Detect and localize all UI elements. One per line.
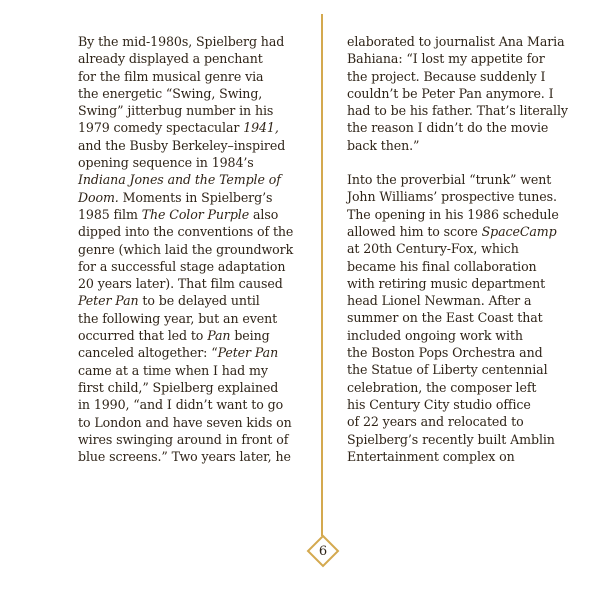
text-line xyxy=(347,223,577,240)
right-text-column xyxy=(347,33,577,465)
text-segment: head Lionel Newman. After a xyxy=(347,293,532,309)
text-segment: became his final collaboration xyxy=(347,258,537,274)
text-segment: allowed him to score xyxy=(347,223,482,239)
italic-title: SpaceCamp xyxy=(481,223,557,239)
text-segment: his Century City studio office xyxy=(347,396,531,412)
text-line xyxy=(347,431,577,448)
text-segment: of 22 years and relocated to xyxy=(347,414,524,430)
text-line xyxy=(347,240,577,257)
text-line xyxy=(78,327,310,344)
text-segment: the following year, but an event xyxy=(78,310,278,326)
left-text-column xyxy=(78,33,310,465)
italic-title: Pan xyxy=(207,328,231,344)
text-line xyxy=(347,188,577,205)
text-segment: 1985 film xyxy=(78,206,142,222)
right-paragraph-1 xyxy=(347,33,577,154)
text-segment: Entertainment complex on xyxy=(347,448,515,464)
text-line xyxy=(78,310,310,327)
text-line xyxy=(347,448,577,465)
text-line xyxy=(347,275,577,292)
italic-title: Peter Pan xyxy=(78,293,139,309)
text-segment: the Boston Pops Orchestra and xyxy=(347,345,543,361)
text-line xyxy=(347,344,577,361)
text-line xyxy=(347,68,577,85)
text-line xyxy=(347,206,577,223)
text-line xyxy=(78,396,310,413)
text-segment: By the mid-1980s, Spielberg had xyxy=(78,34,285,49)
text-line xyxy=(347,379,577,396)
text-segment: back then.” xyxy=(347,137,420,153)
text-line xyxy=(78,154,310,171)
text-segment: already displayed a penchant xyxy=(78,51,263,67)
right-paragraph-2 xyxy=(347,171,577,465)
text-segment: summer on the East Coast that xyxy=(347,310,543,326)
text-segment: 1979 comedy spectacular xyxy=(78,120,244,136)
text-line xyxy=(347,85,577,102)
italic-title: Doom. xyxy=(78,189,119,205)
text-segment: dipped into the conventions of the xyxy=(78,224,294,240)
column-divider xyxy=(321,14,323,536)
text-line xyxy=(78,241,310,258)
text-segment: occurred that led to xyxy=(78,328,208,344)
text-line xyxy=(78,171,310,188)
text-segment: Spielberg’s recently built Amblin xyxy=(347,431,555,447)
text-line xyxy=(78,137,310,154)
text-line xyxy=(347,361,577,378)
text-segment: Moments in Spielberg’s xyxy=(118,189,273,205)
text-segment: included ongoing work with xyxy=(347,327,523,343)
text-line xyxy=(347,413,577,430)
page-number: 6 xyxy=(318,543,328,559)
text-segment: celebration, the composer left xyxy=(347,379,537,395)
text-line xyxy=(78,414,310,431)
paragraph-gap xyxy=(347,154,577,171)
text-line xyxy=(347,33,577,50)
text-segment: opening sequence in 1984’s xyxy=(78,155,254,171)
text-segment: to be delayed until xyxy=(138,293,260,309)
text-line xyxy=(78,292,310,309)
text-segment: elaborated to journalist Ana Maria xyxy=(347,34,565,49)
text-line xyxy=(78,102,310,119)
text-segment: 20 years later). That film caused xyxy=(78,276,283,292)
text-line xyxy=(78,448,310,465)
text-segment: for a successful stage adaptation xyxy=(78,258,286,274)
italic-title: The Color Purple xyxy=(141,206,250,222)
text-segment: came at a time when I had my xyxy=(78,362,268,378)
text-line xyxy=(347,50,577,67)
text-segment: Into the proverbial “trunk” went xyxy=(347,172,552,188)
text-line xyxy=(347,258,577,275)
text-line xyxy=(78,50,310,67)
text-segment: genre (which laid the groundwork xyxy=(78,241,294,257)
text-segment: the energetic “Swing, Swing, xyxy=(78,85,263,101)
text-line xyxy=(78,258,310,275)
page-number-badge xyxy=(306,534,340,568)
text-line xyxy=(78,33,310,50)
text-line xyxy=(78,206,310,223)
text-line xyxy=(347,309,577,326)
text-line xyxy=(78,223,310,240)
text-segment: blue screens.” Two years later, he xyxy=(78,449,291,465)
text-segment: wires swinging around in front of xyxy=(78,431,289,447)
text-segment: and the Busby Berkeley–inspired xyxy=(78,137,286,153)
text-segment: the Statue of Liberty centennial xyxy=(347,362,548,378)
text-line xyxy=(78,68,310,85)
italic-title: Peter Pan xyxy=(217,345,279,361)
text-line xyxy=(78,275,310,292)
text-line xyxy=(78,119,310,136)
text-line xyxy=(347,327,577,344)
text-segment: first child,” Spielberg explained xyxy=(78,379,279,395)
text-line xyxy=(347,396,577,413)
text-segment: John Williams’ prospective tunes. xyxy=(347,189,557,205)
text-segment: being xyxy=(230,328,270,344)
text-line xyxy=(347,292,577,309)
text-line xyxy=(347,137,577,154)
text-segment: in 1990, “and I didn’t want to go xyxy=(78,397,284,413)
text-segment: at 20th Century-Fox, which xyxy=(347,241,519,257)
text-segment: also xyxy=(249,206,279,222)
text-line xyxy=(347,102,577,119)
text-line xyxy=(78,189,310,206)
text-segment: Bahiana: “I lost my appetite for xyxy=(347,51,545,67)
text-line xyxy=(78,431,310,448)
text-line xyxy=(78,362,310,379)
text-segment: The opening in his 1986 schedule xyxy=(347,206,559,222)
text-segment: had to be his father. That’s literally xyxy=(347,103,568,119)
text-segment: to London and have seven kids on xyxy=(78,414,292,430)
italic-title: Indiana Jones and the Temple of xyxy=(78,172,281,188)
text-line xyxy=(78,344,310,361)
text-segment: for the film musical genre via xyxy=(78,68,264,84)
text-segment: the project. Because suddenly I xyxy=(347,68,546,84)
italic-title: 1941, xyxy=(243,120,279,136)
text-segment: couldn’t be Peter Pan anymore. I xyxy=(347,85,554,101)
text-segment: the reason I didn’t do the movie xyxy=(347,120,549,136)
text-segment: with retiring music department xyxy=(347,275,546,291)
text-segment: Swing” jitterbug number in his xyxy=(78,103,274,119)
text-line xyxy=(78,85,310,102)
text-line xyxy=(78,379,310,396)
text-line xyxy=(347,171,577,188)
text-segment: canceled altogether: “ xyxy=(78,345,218,361)
text-line xyxy=(347,119,577,136)
